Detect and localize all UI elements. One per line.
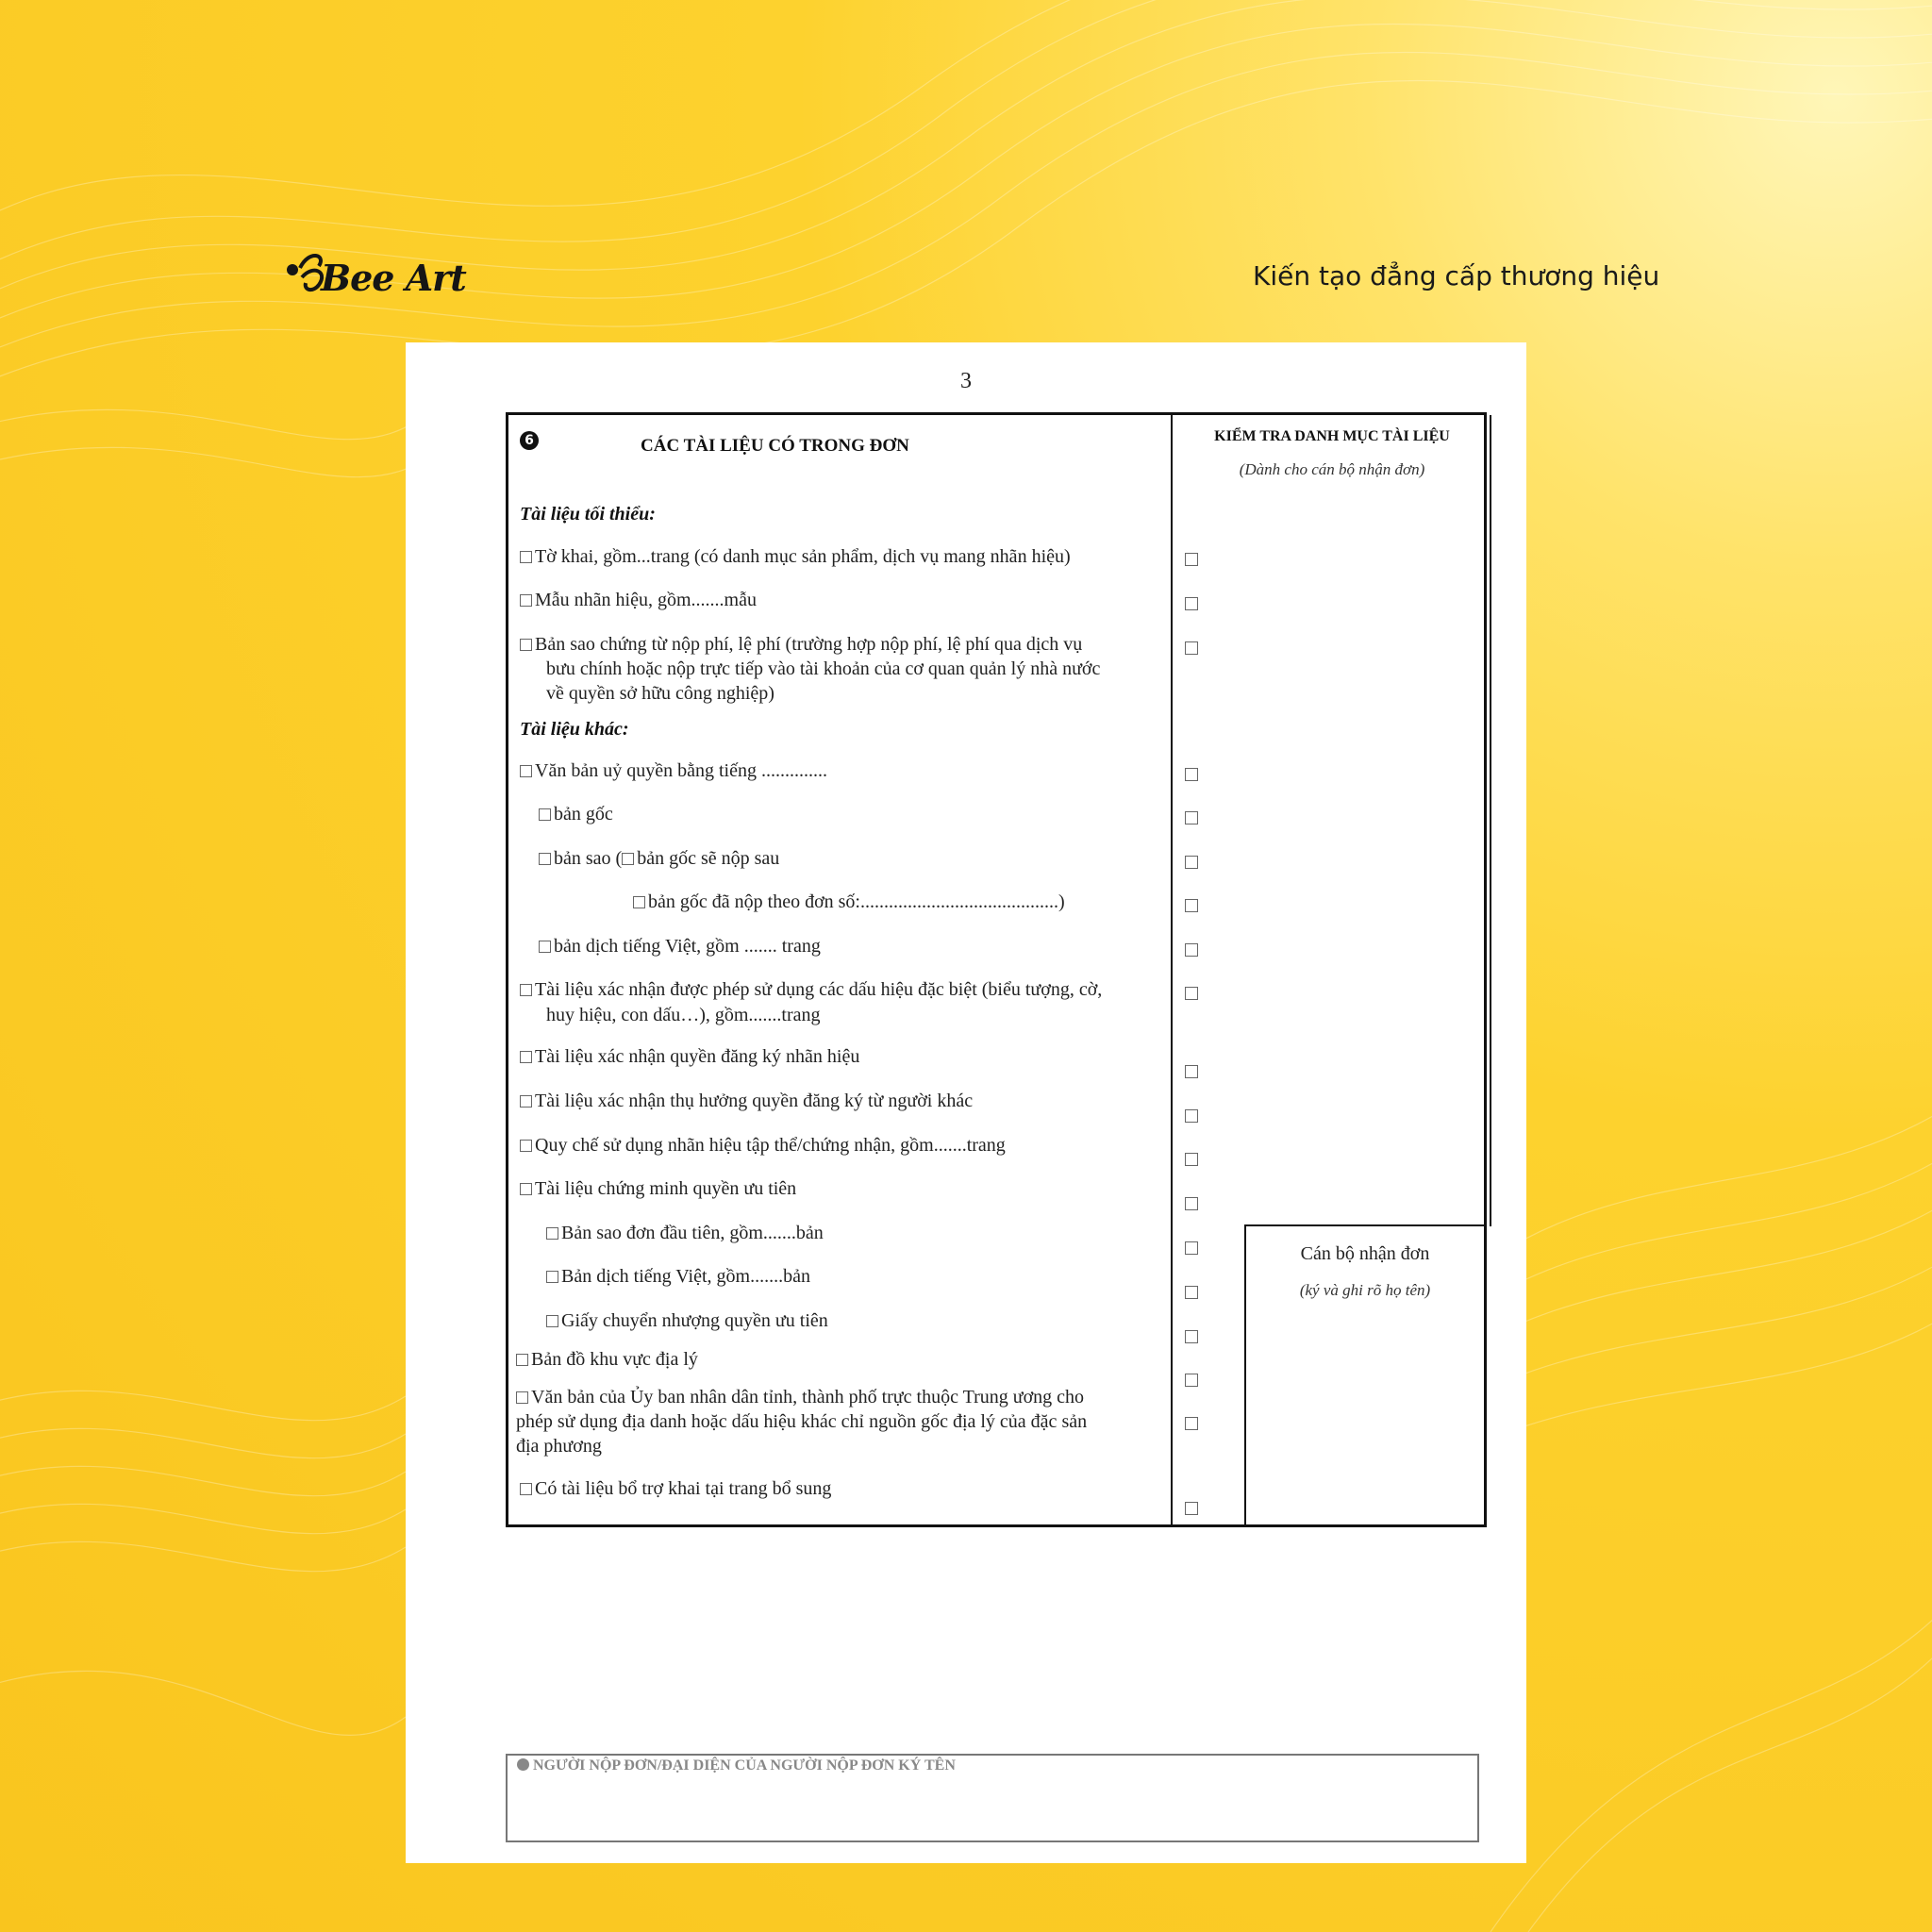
checkbox[interactable] — [520, 1483, 532, 1495]
bullet-icon — [517, 1758, 529, 1771]
check-checkbox[interactable] — [1185, 1374, 1198, 1387]
checkbox[interactable] — [546, 1227, 558, 1240]
section-title: CÁC TÀI LIỆU CÓ TRONG ĐƠN — [641, 436, 909, 456]
list-item: Tài liệu xác nhận thụ hưởng quyền đăng ký từ người khác — [520, 1089, 973, 1113]
list-item: Mẫu nhãn hiệu, gồm.......mẫu — [520, 588, 757, 612]
list-item: Tài liệu chứng minh quyền ưu tiên — [520, 1176, 796, 1201]
check-column-subtitle: (Dành cho cán bộ nhận đơn) — [1239, 460, 1425, 478]
checkbox[interactable] — [520, 1183, 532, 1195]
list-item: Có tài liệu bổ trợ khai tại trang bổ sung — [520, 1476, 831, 1501]
list-item-continuation: phép sử dụng địa danh hoặc dấu hiệu khác chỉ nguồn gốc địa lý của đặc sản — [516, 1411, 1088, 1432]
checkbox[interactable] — [633, 896, 645, 908]
list-item: Bản dịch tiếng Việt, gồm.......bản — [546, 1264, 810, 1289]
check-column-title: KIỂM TRA DANH MỤC TÀI LIỆU — [1214, 428, 1450, 444]
brand-logo — [281, 240, 470, 315]
list-item: bản gốc — [539, 802, 613, 826]
checkbox[interactable] — [520, 984, 532, 996]
check-checkbox[interactable] — [1185, 899, 1198, 912]
brand-tagline: Kiến tạo đẳng cấp thương hiệu — [1253, 260, 1660, 291]
list-item: bản sao ( bản gốc sẽ nộp sau — [539, 846, 779, 871]
check-checkbox[interactable] — [1185, 768, 1198, 781]
check-checkbox[interactable] — [1185, 1502, 1198, 1515]
check-checkbox[interactable] — [1185, 1286, 1198, 1299]
list-item: Giấy chuyển nhượng quyền ưu tiên — [546, 1308, 828, 1333]
list-item-continuation: bưu chính hoặc nộp trực tiếp vào tài khoản của cơ quan quản lý nhà nước — [546, 658, 1101, 679]
check-checkbox[interactable] — [1185, 1417, 1198, 1430]
check-checkbox[interactable] — [1185, 1153, 1198, 1166]
checkbox[interactable] — [520, 765, 532, 777]
section-number-icon: 6 — [520, 431, 539, 450]
checkbox[interactable] — [520, 1051, 532, 1063]
other-docs-heading: Tài liệu khác: — [520, 719, 629, 740]
checkbox[interactable] — [546, 1271, 558, 1283]
list-item: Bản sao đơn đầu tiên, gồm.......bản — [546, 1221, 824, 1245]
officer-signature-box — [1244, 1224, 1484, 1524]
list-item: Bản đồ khu vực địa lý — [516, 1347, 698, 1372]
list-item-continuation: huy hiệu, con dấu…), gồm.......trang — [546, 1005, 821, 1025]
list-item: bản gốc đã nộp theo đơn số:..........................................) — [633, 890, 1065, 914]
check-checkbox[interactable] — [1185, 553, 1198, 566]
brand-name: Bee Art — [321, 257, 466, 299]
list-item: bản dịch tiếng Việt, gồm ....... trang — [539, 934, 821, 958]
list-item-continuation: địa phương — [516, 1436, 602, 1457]
check-checkbox[interactable] — [1185, 856, 1198, 869]
applicant-signature-box — [506, 1754, 1479, 1842]
checkbox[interactable] — [539, 808, 551, 821]
list-item: Quy chế sử dụng nhãn hiệu tập thể/chứng nhận, gồm.......trang — [520, 1133, 1006, 1158]
check-checkbox[interactable] — [1185, 1330, 1198, 1343]
right-border — [1490, 415, 1491, 1226]
checkbox[interactable] — [539, 853, 551, 865]
list-item: Văn bản uỷ quyền bằng tiếng .............. — [520, 758, 827, 783]
check-checkbox[interactable] — [1185, 1065, 1198, 1078]
checkbox[interactable] — [622, 853, 634, 865]
check-checkbox[interactable] — [1185, 1197, 1198, 1210]
check-checkbox[interactable] — [1185, 1241, 1198, 1255]
document-page — [406, 342, 1526, 1863]
min-docs-heading: Tài liệu tối thiểu: — [520, 504, 656, 525]
signature-label: NGƯỜI NỘP ĐƠN/ĐẠI DIỆN CỦA NGƯỜI NỘP ĐƠN KÝ TÊN — [517, 1757, 956, 1774]
checkbox[interactable] — [520, 1095, 532, 1108]
check-checkbox[interactable] — [1185, 597, 1198, 610]
list-item: Bản sao chứng từ nộp phí, lệ phí (trường hợp nộp phí, lệ phí qua dịch vụ — [520, 632, 1082, 657]
page-number: 3 — [960, 369, 972, 393]
checkbox[interactable] — [520, 594, 532, 607]
check-checkbox[interactable] — [1185, 641, 1198, 655]
checkbox[interactable] — [520, 1140, 532, 1152]
column-divider — [1171, 415, 1173, 1524]
list-item: Tờ khai, gồm...trang (có danh mục sản phẩm, dịch vụ mang nhãn hiệu) — [520, 544, 1071, 569]
check-checkbox[interactable] — [1185, 987, 1198, 1000]
checkbox[interactable] — [516, 1354, 528, 1366]
check-checkbox[interactable] — [1185, 943, 1198, 957]
list-item: Tài liệu xác nhận quyền đăng ký nhãn hiệu — [520, 1044, 859, 1069]
list-item-continuation: về quyền sở hữu công nghiệp) — [546, 683, 774, 704]
officer-subtitle: (ký và ghi rõ họ tên) — [1299, 1281, 1431, 1299]
checkbox[interactable] — [546, 1315, 558, 1327]
check-checkbox[interactable] — [1185, 1109, 1198, 1123]
checkbox[interactable] — [520, 639, 532, 651]
list-item: Văn bản của Ủy ban nhân dân tỉnh, thành phố trực thuộc Trung ương cho — [516, 1385, 1167, 1409]
checkbox[interactable] — [516, 1391, 528, 1404]
checkbox[interactable] — [539, 941, 551, 953]
list-item: Tài liệu xác nhận được phép sử dụng các dấu hiệu đặc biệt (biểu tượng, cờ, — [520, 977, 1102, 1002]
checkbox[interactable] — [520, 551, 532, 563]
documents-table — [506, 412, 1487, 1527]
officer-title: Cán bộ nhận đơn — [1300, 1243, 1430, 1264]
check-checkbox[interactable] — [1185, 811, 1198, 824]
